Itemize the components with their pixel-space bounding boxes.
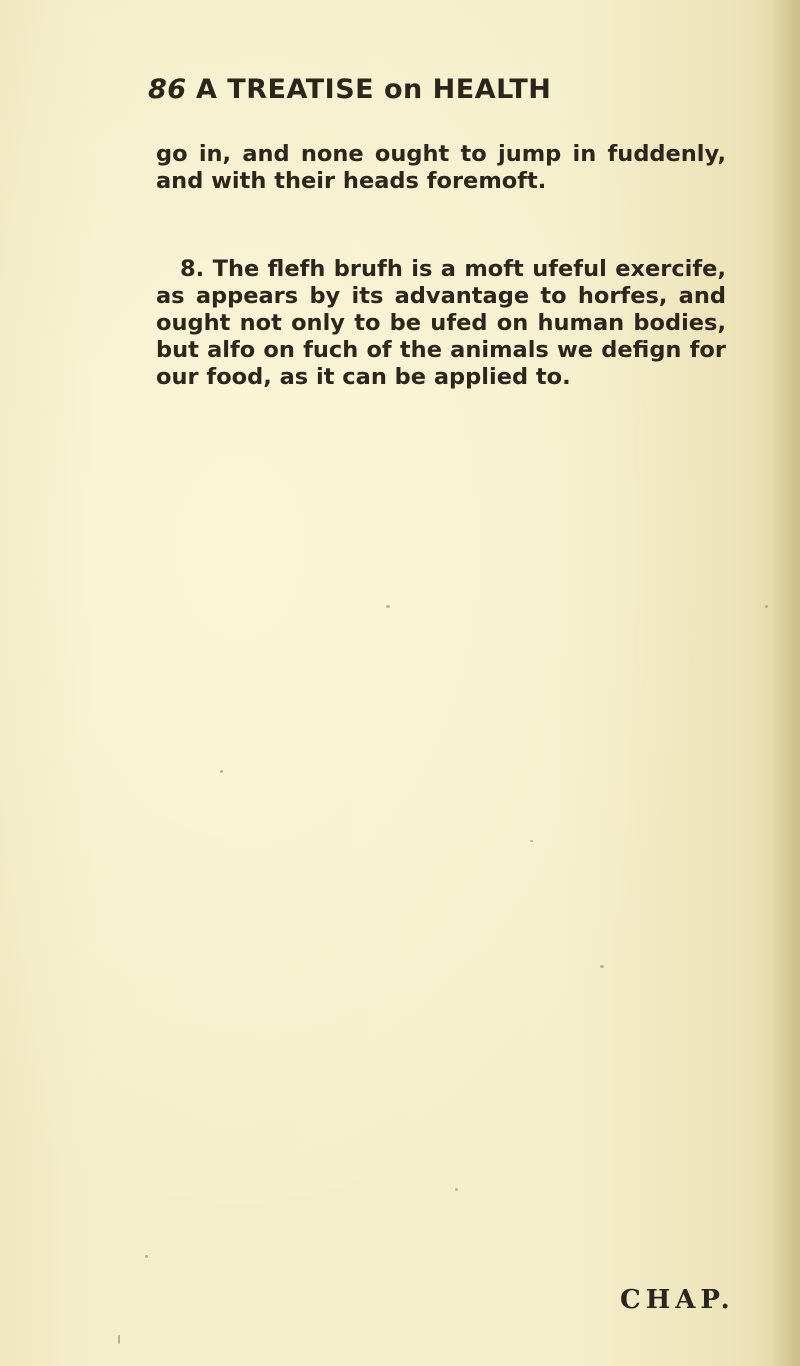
text-line: go in, and none ought to jump in fuddenly, <box>156 141 726 167</box>
paragraph-continuation <box>156 141 726 195</box>
paper-speck <box>220 770 223 773</box>
text-line: but alfo on fuch of the animals we defign for <box>156 337 726 363</box>
paper-speck <box>118 1335 120 1344</box>
paper-speck <box>530 840 533 842</box>
text-line: and with their heads foremoft. <box>156 168 547 194</box>
paper-speck <box>765 605 768 608</box>
text-line: 8. The flefh brufh is a moft ufeful exercife, <box>180 256 726 282</box>
page-edge-shadow <box>770 0 800 1366</box>
text-line: our food, as it can be applied to. <box>156 364 571 390</box>
running-head <box>148 74 668 114</box>
paper-speck <box>455 1188 458 1191</box>
text-line: as appears by its advantage to horfes, and <box>156 283 726 309</box>
page-number: 86 <box>148 74 187 105</box>
running-title: A TREATISE on HEALTH <box>196 74 552 105</box>
paper-speck <box>386 605 390 608</box>
text-line: ought not only to be ufed on human bodies, <box>156 310 726 336</box>
catchword: CHAP. <box>620 1285 735 1315</box>
paper-speck <box>145 1255 148 1258</box>
paragraph-flesh-brush <box>156 256 726 391</box>
paper-speck <box>600 965 604 968</box>
